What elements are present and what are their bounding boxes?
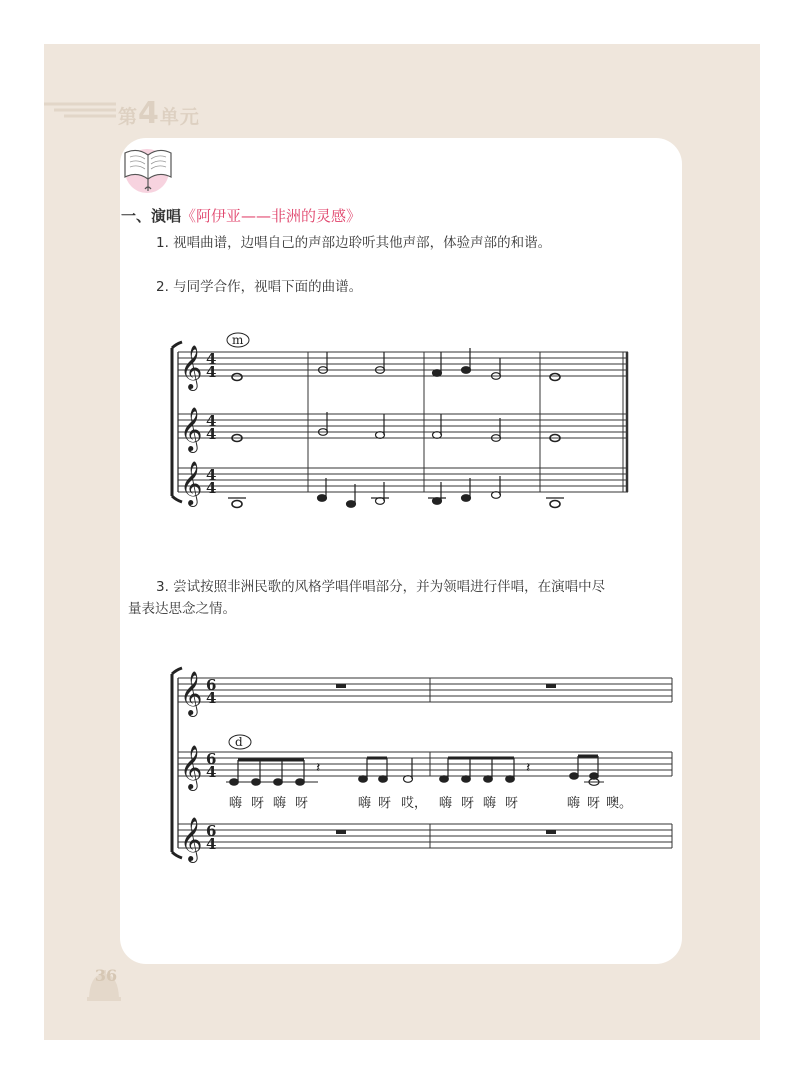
- treble-clef-icon: 𝄞: [180, 461, 203, 505]
- lyric-syllable: 呀: [587, 796, 601, 811]
- time-signature-top: 6: [206, 822, 217, 840]
- treble-clef-icon: 𝄞: [180, 345, 203, 389]
- time-signature-bottom: 4: [206, 363, 217, 381]
- treble-clef-icon: 𝄞: [180, 407, 203, 451]
- time-signature-top: 4: [206, 350, 217, 368]
- time-signature-top: 6: [206, 676, 217, 694]
- instruction-3-cont: 量表达思念之情。: [128, 601, 236, 617]
- lyric-syllable: 噢。: [606, 796, 633, 811]
- section-heading: 一、演唱《阿伊亚——非洲的灵感》: [121, 207, 362, 225]
- instruction-2: 2. 与同学合作，视唱下面的曲谱。: [156, 279, 363, 295]
- time-signature-top: 4: [206, 466, 217, 484]
- time-signature-top: 4: [206, 412, 217, 430]
- solfege-marker: m: [232, 333, 244, 347]
- time-signature-bottom: 4: [206, 479, 217, 497]
- treble-clef-icon: 𝄞: [180, 817, 203, 861]
- time-signature-bottom: 4: [206, 425, 217, 443]
- lyric-syllable: 呀: [251, 796, 265, 811]
- time-signature-bottom: 4: [206, 689, 217, 707]
- lyric-syllable: 呀: [378, 796, 392, 811]
- treble-clef-icon: 𝄞: [180, 671, 203, 715]
- lyric-syllable: 呀: [295, 796, 309, 811]
- instruction-3: 3. 尝试按照非洲民歌的风格学唱伴唱部分，并为领唱进行伴唱，在演唱中尽: [156, 579, 606, 595]
- page-number: 36: [94, 966, 118, 985]
- lyric-syllable: 嗨: [483, 796, 497, 811]
- lyric-syllable: 嗨: [567, 796, 581, 811]
- instruction-1: 1. 视唱曲谱，边唱自己的声部边聆听其他声部，体验声部的和谐。: [156, 235, 552, 251]
- time-signature-bottom: 4: [206, 763, 217, 781]
- time-signature-top: 6: [206, 750, 217, 768]
- lyric-syllable: 嗨: [273, 796, 287, 811]
- song-title: 《阿伊亚——非洲的灵感》: [181, 207, 362, 225]
- book-icon: [121, 143, 177, 195]
- unit-title: 第4单元: [118, 96, 200, 131]
- lyric-syllable: 嗨: [439, 796, 453, 811]
- svg-text:𝄽: 𝄽: [526, 760, 531, 776]
- lyric-syllable: 呀: [461, 796, 475, 811]
- unit-header-lines: [44, 96, 120, 126]
- lyric-syllable: 哎，: [401, 796, 428, 811]
- lyric-syllable: 嗨: [229, 796, 243, 811]
- lyric-syllable: 呀: [505, 796, 519, 811]
- solfege-marker: d: [235, 735, 243, 749]
- content-card: [120, 138, 682, 964]
- treble-clef-icon: 𝄞: [180, 745, 203, 789]
- svg-text:𝄽: 𝄽: [316, 760, 321, 776]
- time-signature-bottom: 4: [206, 835, 217, 853]
- lyric-syllable: 嗨: [358, 796, 372, 811]
